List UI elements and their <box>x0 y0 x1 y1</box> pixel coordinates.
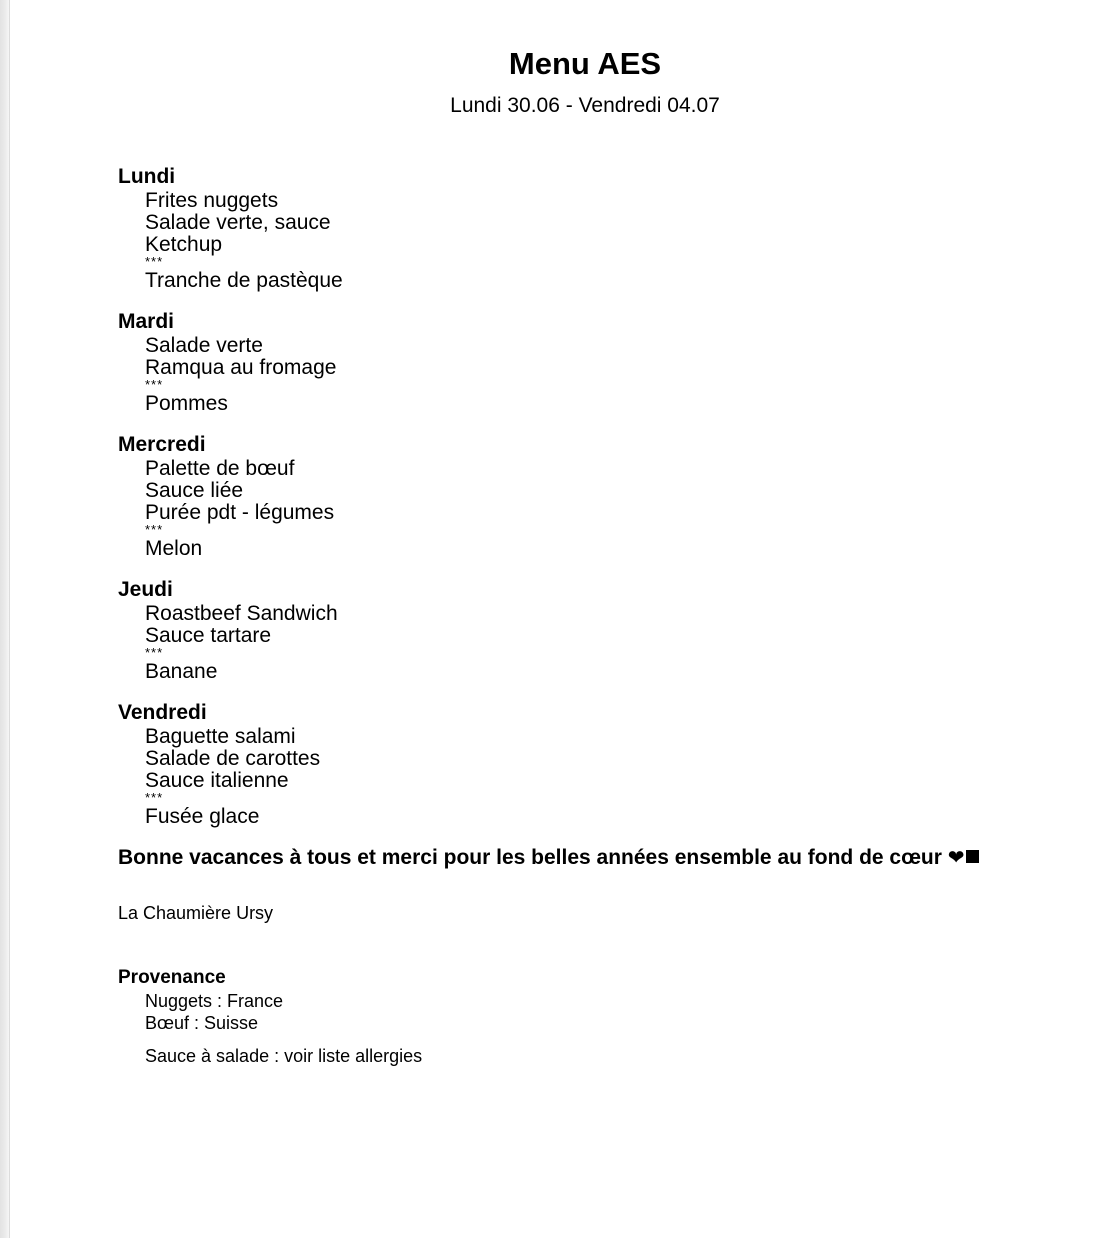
square-glyph-icon <box>966 850 979 863</box>
dessert-item: Fusée glace <box>145 805 260 828</box>
farewell-text: Bonne vacances à tous et merci pour les belles années ensemble au fond de cœur <box>118 846 942 869</box>
day-name: Mardi <box>118 310 175 333</box>
day-items <box>145 726 1098 828</box>
menu-item: Sauce italienne <box>145 769 289 792</box>
provenance-list <box>145 990 1098 1067</box>
heart-icon: ❤ <box>947 847 965 869</box>
separator: *** <box>145 377 164 392</box>
day-items <box>145 190 1098 292</box>
separator: *** <box>145 254 164 269</box>
menu-item: Purée pdt - légumes <box>145 501 335 524</box>
day-items <box>145 458 1098 560</box>
menu-item: Salade verte, sauce <box>145 211 331 234</box>
day-name: Jeudi <box>118 578 173 601</box>
menu-item: Salade verte <box>145 334 263 357</box>
day-vendredi <box>118 700 1098 828</box>
day-items <box>145 335 1098 415</box>
separator: *** <box>145 522 164 537</box>
menu-item: Baguette salami <box>145 725 296 748</box>
day-mercredi <box>118 432 1098 560</box>
menu-item: Roastbeef Sandwich <box>145 602 338 625</box>
farewell-message <box>118 845 1098 871</box>
provenance-item: Nuggets : France <box>145 991 284 1011</box>
page-left-edge <box>0 0 10 1238</box>
menu-item: Sauce tartare <box>145 624 272 647</box>
restaurant-name: La Chaumière Ursy <box>118 903 274 923</box>
separator: *** <box>145 645 164 660</box>
day-name: Vendredi <box>118 701 207 724</box>
menu-item: Salade de carottes <box>145 747 321 770</box>
day-jeudi <box>118 577 1098 683</box>
provenance-title: Provenance <box>118 967 226 988</box>
day-mardi <box>118 309 1098 415</box>
day-name: Lundi <box>118 165 176 188</box>
provenance-note: Sauce à salade : voir liste allergies <box>145 1046 423 1066</box>
separator: *** <box>145 790 164 805</box>
day-lundi <box>118 164 1098 292</box>
menu-item: Ramqua au fromage <box>145 356 337 379</box>
dessert-item: Melon <box>145 537 203 560</box>
menu-item: Sauce liée <box>145 479 244 502</box>
day-items <box>145 603 1098 683</box>
dessert-item: Pommes <box>145 392 228 415</box>
date-range: Lundi 30.06 - Vendredi 04.07 <box>450 94 720 117</box>
day-name: Mercredi <box>118 433 206 456</box>
dessert-item: Tranche de pastèque <box>145 269 343 292</box>
menu-content <box>118 164 1098 1067</box>
page-title: Menu AES <box>508 46 662 81</box>
dessert-item: Banane <box>145 660 218 683</box>
menu-item: Palette de bœuf <box>145 457 295 480</box>
menu-item: Ketchup <box>145 233 223 256</box>
menu-item: Frites nuggets <box>145 189 279 212</box>
provenance-item: Bœuf : Suisse <box>145 1013 259 1033</box>
